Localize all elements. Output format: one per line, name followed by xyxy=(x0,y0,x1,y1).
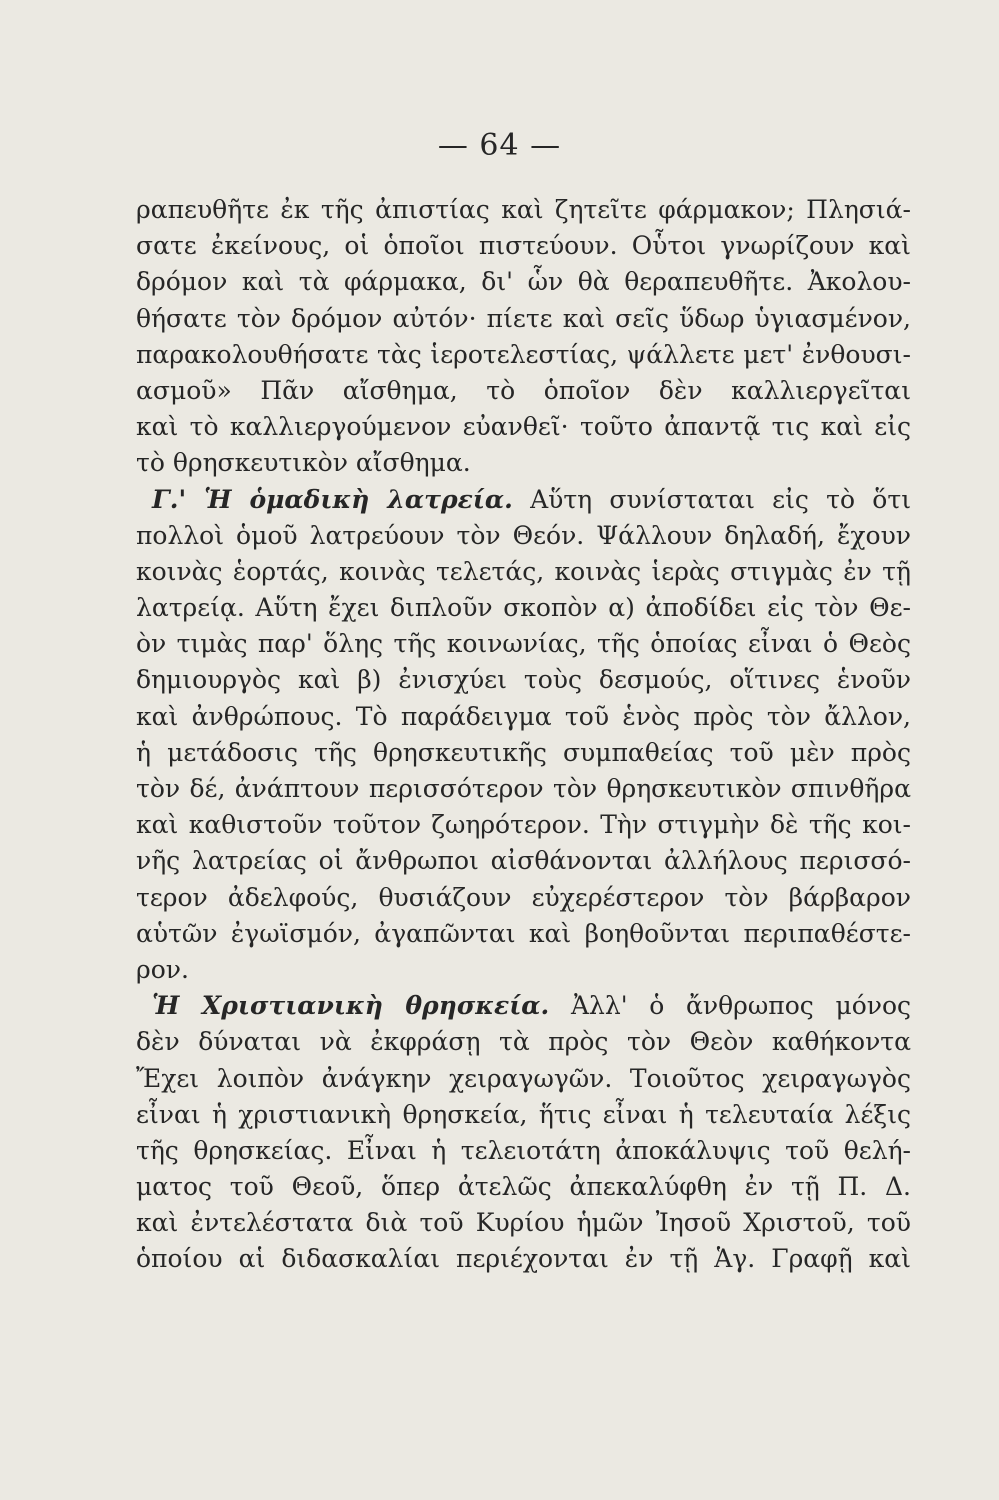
text-line: ρον. xyxy=(136,954,189,984)
text-run: Αὕτη συνίσταται εἰς τὸ ὅτι xyxy=(530,484,911,514)
text-line: δημιουργὸς καὶ β) ἐνισχύει τοὺς δεσμούς, οἵτινες ἑνοῦν xyxy=(136,665,911,695)
page-number: — 64 — xyxy=(437,128,562,163)
text-line: ματος τοῦ Θεοῦ, ὅπερ ἀτελῶς ἀπεκαλύφθη ἐν τῇ Π. Δ. xyxy=(136,1172,911,1202)
text-line: ραπευθῆτε ἐκ τῆς ἀπιστίας καὶ ζητεῖτε φάρμακον; Πλησιά- xyxy=(136,195,911,224)
text-line: καὶ τὸ καλλιεργούμενον εὐανθεῖ· τοῦτο ἀπαντᾷ τις καὶ εἰς xyxy=(136,412,911,442)
text-line: τῆς θρησκείας. Εἶναι ἡ τελειοτάτη ἀποκάλυψις τοῦ θελή- xyxy=(136,1135,911,1165)
section-first-line xyxy=(136,482,911,518)
text-line: παρακολουθήσατε τὰς ἱεροτελεστίας, ψάλλετε μετ' ἐνθουσι- xyxy=(136,339,911,369)
section-group-worship xyxy=(136,482,911,989)
text-line: κοινὰς ἑορτάς, κοινὰς τελετάς, κοινὰς ἱερὰς στιγμὰς ἐν τῇ xyxy=(136,556,911,586)
text-line: νῆς λατρείας οἱ ἄνθρωποι αἰσθάνονται ἀλλήλους περισσό- xyxy=(136,846,911,876)
text-line: θήσατε τὸν δρόμον αὐτόν· πίετε καὶ σεῖς ὕδωρ ὑγιασμένον, xyxy=(136,303,911,333)
section-heading: Γ.' Ἡ ὁμαδικὴ λατρεία. xyxy=(152,484,513,514)
text-line: ὸν τιμὰς παρ' ὅλης τῆς κοινωνίας, τῆς ὁποίας εἶναι ὁ Θεὸς xyxy=(136,629,911,659)
text-line: εἶναι ἡ χριστιανικὴ θρησκεία, ἥτις εἶναι ἡ τελευταία λέξις xyxy=(136,1099,911,1129)
text-line: λατρείᾳ. Αὕτη ἔχει διπλοῦν σκοπὸν α) ἀποδίδει εἰς τὸν Θε- xyxy=(136,593,911,623)
text-line: ἡ μετάδοσις τῆς θρησκευτικῆς συμπαθείας τοῦ μὲν πρὸς xyxy=(136,737,911,767)
text-line: τὸν δέ, ἀνάπτουν περισσότερον τὸν θρησκευτικὸν σπινθῆρα xyxy=(136,774,911,803)
text-line: ὁποίου αἱ διδασκαλίαι περιέχονται ἐν τῇ Ἁγ. Γραφῇ καὶ xyxy=(136,1244,911,1274)
text-line: πολλοὶ ὁμοῦ λατρεύουν τὸν Θεόν. Ψάλλουν δηλαδή, ἔχουν xyxy=(136,520,911,550)
text-line: δρόμον καὶ τὰ φάρμακα, δι' ὧν θὰ θεραπευθῆτε. Ἀκολου- xyxy=(136,267,911,297)
section-heading: Ἡ Χριστιανικὴ θρησκεία. xyxy=(152,991,550,1021)
text-line: σατε ἐκείνους, οἱ ὁποῖοι πιστεύουν. Οὗτοι γνωρίζουν καὶ xyxy=(136,231,911,261)
section-first-line xyxy=(136,988,911,1024)
text-line: καὶ ἐντελέστατα διὰ τοῦ Κυρίου ἡμῶν Ἰησοῦ Χριστοῦ, τοῦ xyxy=(136,1208,911,1238)
text-line: αὑτῶν ἐγωϊσμόν, ἀγαπῶνται καὶ βοηθοῦνται περιπαθέστε- xyxy=(136,918,911,948)
text-line: Ἔχει λοιπὸν ἀνάγκην χειραγωγῶν. Τοιοῦτος χειραγωγὸς xyxy=(136,1063,911,1093)
section-christian-religion xyxy=(136,988,911,1278)
text-run: Ἀλλ' ὁ ἄνθρωπος μόνος xyxy=(570,991,911,1021)
text-line: τερον ἀδελφούς, θυσιάζουν εὐχερέστερον τὸν βάρβαρον xyxy=(136,882,911,912)
text-line: καὶ καθιστοῦν τοῦτον ζωηρότερον. Τὴν στιγμὴν δὲ τῆς κοι- xyxy=(136,810,911,840)
text-line: ασμοῦ» Πᾶν αἴσθημα, τὸ ὁποῖον δὲν καλλιεργεῖται xyxy=(136,375,911,405)
page-text xyxy=(136,192,911,1278)
text-line: δὲν δύναται νὰ ἐκφράσῃ τὰ πρὸς τὸν Θεὸν καθήκοντα xyxy=(136,1027,911,1057)
text-line: τὸ θρησκευτικὸν αἴσθημα. xyxy=(136,448,471,478)
paragraph-1 xyxy=(136,192,911,482)
text-line: καὶ ἀνθρώπους. Τὸ παράδειγμα τοῦ ἑνὸς πρὸς τὸν ἄλλον, xyxy=(136,701,911,731)
